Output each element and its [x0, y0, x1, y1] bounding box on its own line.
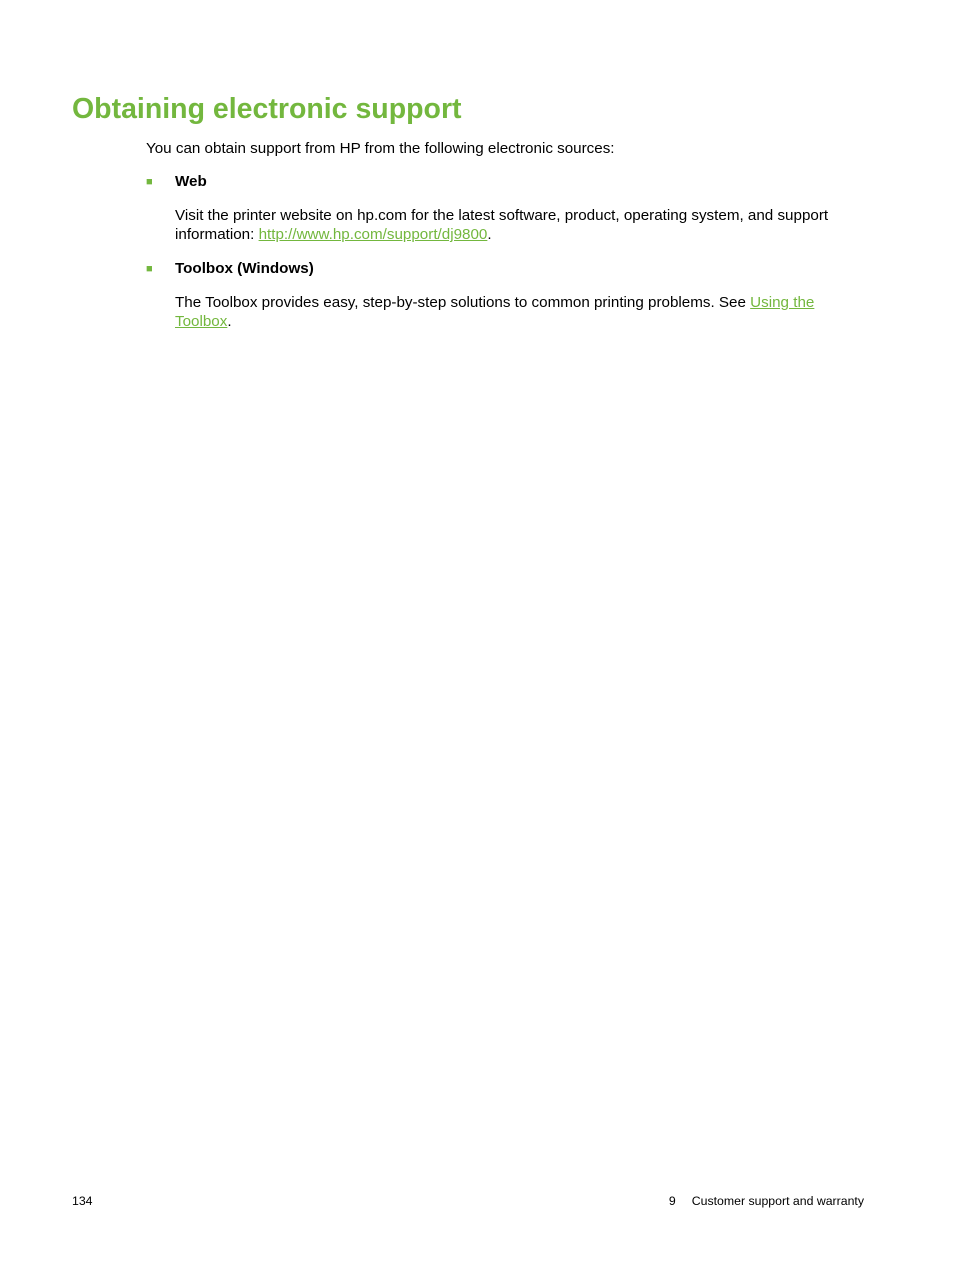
item-body-text: The Toolbox provides easy, step-by-step solutions to common printing problems. See: [175, 294, 751, 311]
chapter-number: 9: [668, 1194, 676, 1208]
intro-text: You can obtain support from HP from the following electronic sources:: [146, 140, 615, 157]
item-title-toolbox: Toolbox (Windows): [175, 260, 314, 277]
using-toolbox-link[interactable]: Using the Toolbox: [175, 294, 815, 330]
item-body-toolbox: [175, 293, 865, 331]
item-body-text: Visit the printer website on hp.com for the latest software, product, operating system, and support information:: [175, 207, 829, 243]
bullet-square-icon: ■: [146, 176, 153, 188]
chapter-title: Customer support and warranty: [691, 1194, 864, 1208]
chapter-footer: [669, 1193, 864, 1209]
item-body-end: .: [227, 313, 232, 330]
item-body-web: [175, 206, 865, 244]
bullet-square-icon: ■: [146, 263, 153, 275]
item-title-web: Web: [175, 173, 207, 190]
item-body-end: .: [487, 226, 492, 243]
hp-support-link[interactable]: http://www.hp.com/support/dj9800: [258, 226, 488, 243]
page-title: Obtaining electronic support: [72, 93, 462, 125]
page-number: 134: [72, 1194, 93, 1208]
